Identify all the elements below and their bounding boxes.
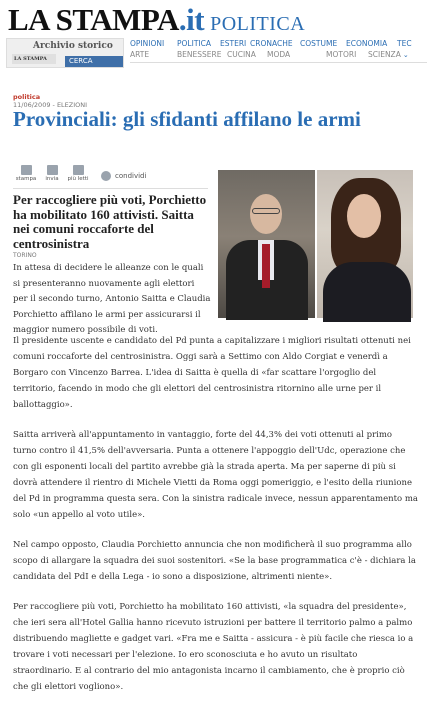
nav-item-opinioni[interactable]: OPINIONI bbox=[130, 39, 165, 48]
mail-icon bbox=[47, 165, 58, 175]
article-kicker[interactable]: politica bbox=[13, 93, 41, 101]
tools-divider bbox=[13, 188, 208, 189]
send-label: invia bbox=[45, 176, 59, 182]
photo-detail bbox=[262, 244, 270, 288]
nav-item-moda[interactable]: MODA bbox=[267, 50, 291, 59]
nav-row-secondary bbox=[130, 49, 427, 60]
photo-detail bbox=[347, 194, 381, 238]
main-nav bbox=[130, 38, 427, 60]
nav-item-motori[interactable]: MOTORI bbox=[326, 50, 357, 59]
print-label: stampa bbox=[15, 176, 37, 182]
photo-claudia-porchietto bbox=[317, 170, 413, 318]
send-button[interactable] bbox=[39, 165, 65, 187]
article-dateline: TORINO bbox=[13, 252, 37, 259]
article-meta: 11/06/2009 - ELEZIONI bbox=[13, 101, 88, 109]
chevron-down-icon: ⌄ bbox=[402, 51, 409, 59]
site-logo[interactable] bbox=[8, 2, 204, 38]
nav-item-scienza-label: SCIENZA bbox=[368, 50, 401, 59]
nav-item-benessere[interactable]: BENESSERE bbox=[177, 50, 222, 59]
nav-item-politica[interactable]: POLITICA bbox=[177, 39, 211, 48]
most-read-button[interactable] bbox=[65, 165, 91, 187]
archive-title[interactable]: Archivio storico bbox=[33, 41, 113, 51]
print-icon bbox=[21, 165, 32, 175]
photo-detail bbox=[252, 208, 280, 214]
article-headline: Provinciali: gli sfidanti affilano le armi bbox=[13, 107, 361, 131]
nav-item-esteri[interactable]: ESTERI bbox=[220, 39, 247, 48]
most-read-icon bbox=[73, 165, 84, 175]
photo-detail bbox=[250, 194, 282, 234]
search-button[interactable]: CERCA bbox=[65, 56, 123, 67]
nav-item-economia[interactable]: ECONOMIA bbox=[346, 39, 388, 48]
nav-item-costume[interactable]: COSTUME bbox=[300, 39, 338, 48]
nav-item-scienza[interactable] bbox=[368, 49, 410, 60]
nav-divider bbox=[130, 62, 427, 63]
nav-row-primary bbox=[130, 38, 427, 49]
nav-item-cucina[interactable]: CUCINA bbox=[227, 50, 256, 59]
article-body bbox=[13, 333, 418, 709]
article-paragraph: Il presidente uscente e candidato del Pd punta a capitalizzare i migliori risultati ottenuti nei comuni roccaforte del centrosinistra. Oggi sarà a Settimo con Aldo Corgiat e venerdì a Borgaro con Vincenzo Barrea. L'idea di Saitta è quella di «far scattare l'orgoglio del territorio, facendo in modo che gli elettori del centrosinistra ritornino alle urne per il ballottaggio». bbox=[13, 336, 411, 410]
nav-item-tec[interactable]: TEC bbox=[397, 39, 412, 48]
article-subhead: Per raccogliere più voti, Porchietto ha mobilitato 160 attivisti. Saitta nei comuni roccaforte del centrosinistra bbox=[13, 192, 207, 251]
article-paragraph: Saitta arriverà all'appuntamento in vantaggio, forte del 44,3% dei voti ottenuti al primo turno contro il 41,5% dell'avversaria. Punta a ottenere l'appoggio dell'Udc, operazione che con gli esponenti locali del partito avrebbe già la strada aperta. Ma per saperne di più si dovrà attendere il rientro di Michele Vietti da Roma oggi pomeriggio, e l'esito della riunione del Pd in programma questa sera. Con la sinistra radicale invece, nessun apparentamento ma solo «un appello al voto utile». bbox=[13, 430, 418, 520]
share-button[interactable] bbox=[101, 165, 146, 187]
share-icon bbox=[101, 171, 111, 181]
photo-figure bbox=[323, 262, 411, 322]
masthead bbox=[8, 2, 305, 36]
article-tools bbox=[13, 165, 146, 187]
photo-antonio-saitta bbox=[218, 170, 315, 318]
print-button[interactable] bbox=[13, 165, 39, 187]
article-intro: In attesa di decidere le alleanze con le quali si presenteranno nuovamente agli elettori per il secondo turno, Antonio Saitta e Claudia Porchietto affilano le armi per assicurarsi il maggior numero possibile di voti. bbox=[13, 263, 211, 335]
nav-item-cronache[interactable]: CRONACHE bbox=[250, 39, 293, 48]
archive-logo-thumb: LA STAMPA bbox=[12, 54, 56, 64]
section-title[interactable]: POLITICA bbox=[210, 13, 306, 35]
nav-item-arte[interactable]: ARTE bbox=[130, 50, 150, 59]
archive-search-box bbox=[6, 38, 124, 68]
article-paragraph: Per raccogliere più voti, Porchietto ha mobilitato 160 attivisti, «la squadra del presidente», che ieri sera all'Hotel Gallia hanno ricevuto istruzioni per battere il territorio palmo a palmo distribuendo magliette e gadget vari. «Fra me e Saitta - assicura - è più facile che riesca io a trovare i voti necessari per l'elezione. Io ero sconosciuta e ho avuto un risultato straordinario. E al contrario del mio antagonista incarno il cambiamento, che è proprio ciò che gli elettori vogliono». bbox=[13, 602, 414, 692]
most-read-label: più letti bbox=[67, 176, 89, 182]
logo-main: LA STAMPA bbox=[8, 2, 179, 37]
logo-suffix: .it bbox=[178, 2, 205, 37]
article-paragraph: Nel campo opposto, Claudia Porchietto annuncia che non modificherà il suo programma allo scopo di allargare la squadra dei suoi sostenitori. «Se la base programmatica c'è - dichiara la candidata del PdI e della Lega - io sono a disposizione, altrimenti niente». bbox=[13, 540, 416, 582]
share-label: condividi bbox=[115, 172, 147, 180]
